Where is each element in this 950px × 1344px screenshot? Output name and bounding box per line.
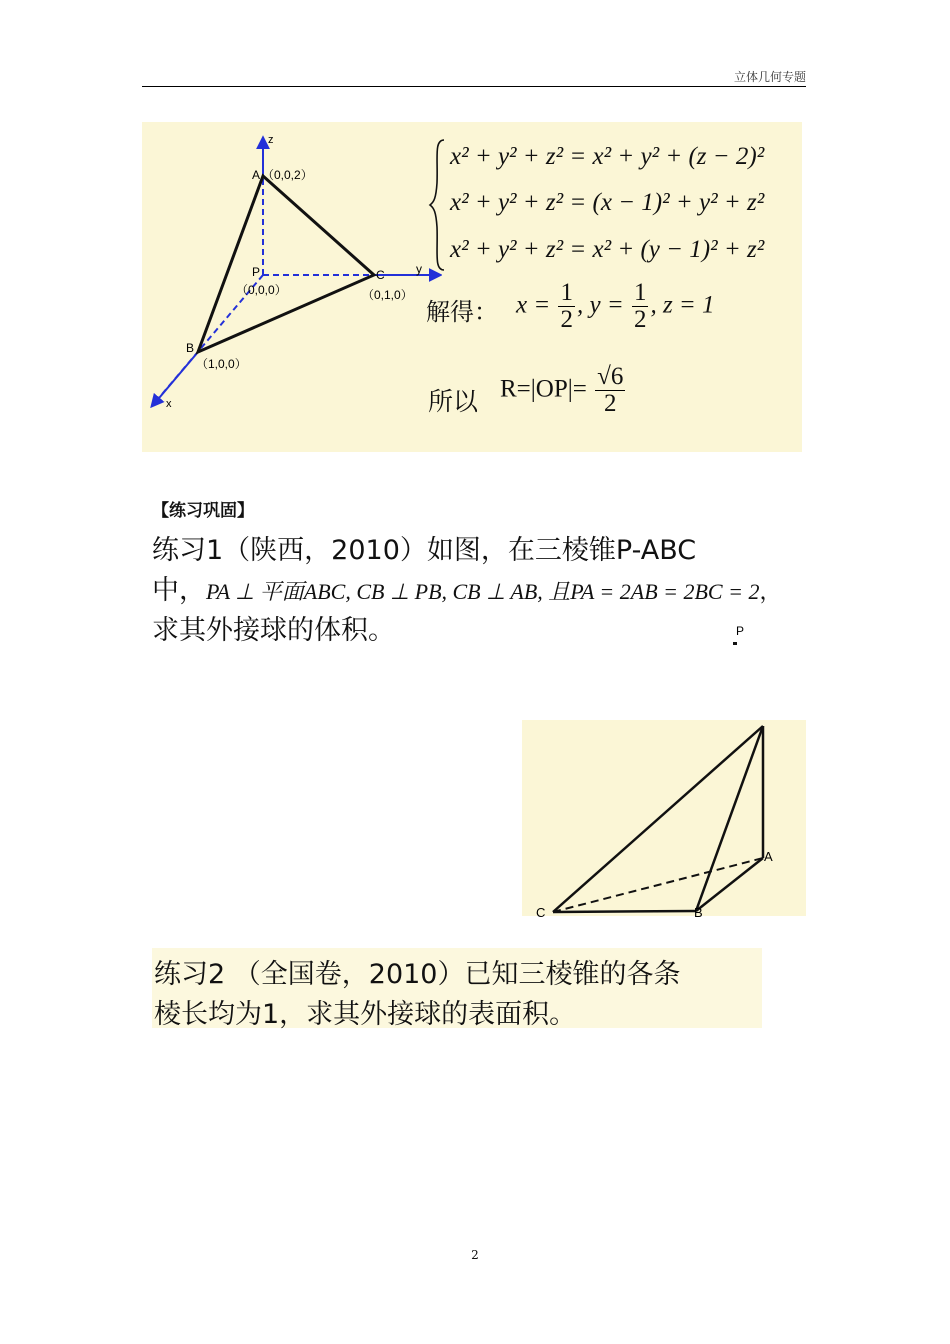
header-title: 立体几何专题 (733, 70, 806, 84)
exercise1-line1: 练习1（陕西，2010）如图，在三棱锥P-ABC (152, 535, 697, 566)
fraction-half-x-num: 1 (560, 279, 573, 306)
figure2-diagram (522, 720, 806, 920)
fraction-half-x (558, 280, 575, 334)
fraction-half-x-den: 2 (560, 306, 573, 334)
radius-expression (500, 364, 627, 418)
figure2-p-mark (733, 642, 737, 645)
radius-prefix: 所以 (428, 387, 479, 416)
figure2-label-a: A (764, 849, 773, 864)
point-b-name: B (186, 341, 195, 355)
section-title: 【练习巩固】 (152, 501, 254, 521)
point-b-coord: （1,0,0） (196, 357, 247, 371)
equation-1: x² + y² + z² = x² + y² + (z − 2)² (450, 143, 765, 170)
exercise1-line2-math: PA ⊥ 平面ABC, CB ⊥ PB, CB ⊥ AB, 且PA = 2AB = 2BC = 2 (206, 579, 760, 604)
exercise2-line2: 棱长均为1，求其外接球的表面积。 (154, 999, 577, 1030)
solution-z: , z = 1 (650, 291, 715, 319)
exercise2-line1: 练习2 （全国卷，2010）已知三棱锥的各条 (154, 959, 681, 990)
figure2-label-b: B (694, 905, 703, 920)
exercise1-line2 (152, 568, 781, 607)
page-header (142, 68, 806, 87)
solution-label: 解得： (426, 298, 498, 326)
solution-values (516, 280, 715, 334)
equation-3: x² + y² + z² = x² + (y − 1)² + z² (450, 236, 765, 263)
radius-fraction-den: 2 (603, 390, 617, 418)
axis-label-y: y (416, 262, 422, 276)
exercise1-line2-prefix: 中， (152, 575, 206, 606)
point-c-name: C (376, 268, 385, 282)
point-p-coord: （0,0,0） (236, 283, 287, 297)
radius-expr: R=|OP|= (500, 375, 587, 403)
point-c-coord: （0,1,0） (362, 288, 413, 302)
axis-label-x: x (166, 398, 172, 410)
exercise1-line3: 求其外接球的体积。 (152, 615, 395, 646)
figure2-label-p: P (736, 624, 745, 638)
page-number: 2 (471, 1248, 479, 1262)
solution-y: , y = (576, 291, 624, 319)
point-a-coord: （0,0,2） (262, 168, 313, 182)
radius-fraction (595, 364, 625, 418)
fraction-half-y-num: 1 (633, 279, 647, 306)
fraction-half-y (632, 280, 649, 334)
point-a-name: A (252, 168, 261, 182)
equation-2: x² + y² + z² = (x − 1)² + y² + z² (450, 189, 765, 216)
triangle-abc (198, 176, 374, 352)
exercise1-line2-suffix: ， (759, 580, 782, 605)
solution-x: x = (516, 291, 551, 319)
radius-fraction-num: √6 (597, 363, 624, 390)
axis-label-z: z (268, 134, 274, 146)
point-p-name: P (252, 265, 261, 279)
figure2-label-c: C (536, 905, 546, 920)
edge-cb (553, 911, 696, 912)
system-brace (428, 138, 446, 272)
fraction-half-y-den: 2 (633, 306, 647, 334)
